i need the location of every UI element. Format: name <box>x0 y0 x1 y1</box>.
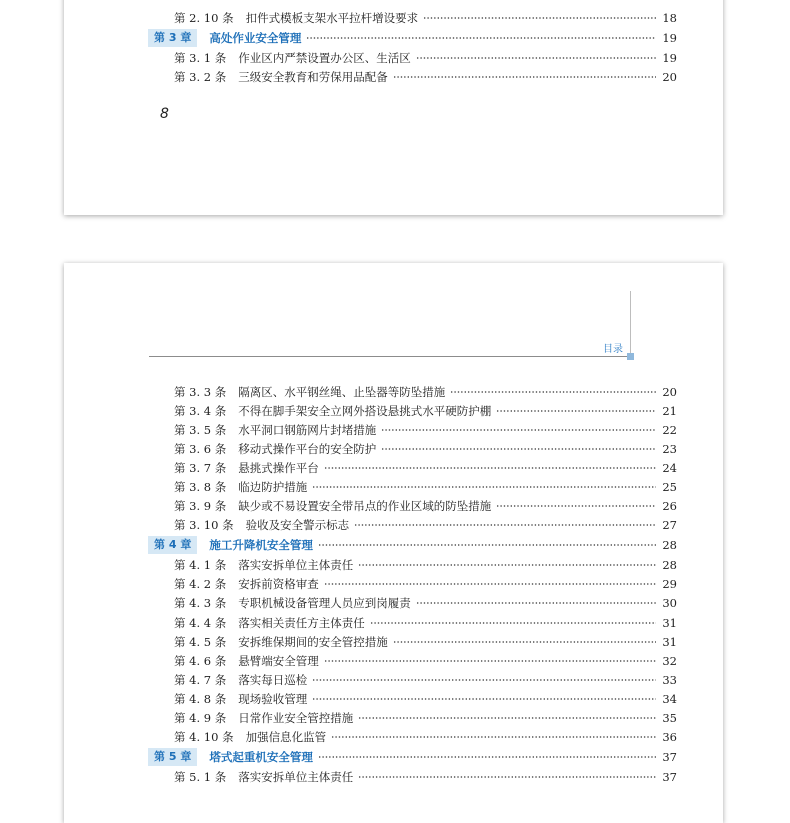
article-number: 第 3. 8 条 <box>174 480 227 495</box>
article-number: 第 3. 3 条 <box>174 384 227 399</box>
article-title: 缺少或不易设置安全带吊点的作业区域的防坠措施 <box>238 499 492 514</box>
article-number: 第 4. 10 条 <box>174 730 234 745</box>
dot-leader <box>306 37 656 39</box>
article-number: 第 2. 10 条 <box>174 10 234 25</box>
article-number: 第 3. 2 条 <box>174 69 227 84</box>
article-title: 落实每日巡检 <box>238 672 308 687</box>
article-title: 隔离区、水平钢丝绳、止坠器等防坠措施 <box>238 384 446 399</box>
toc-article-row <box>64 8 723 27</box>
page-ref: 19 <box>662 30 677 45</box>
dot-leader <box>416 57 656 59</box>
article-title: 三级安全教育和劳保用品配备 <box>238 69 388 84</box>
article-title: 悬挑式操作平台 <box>238 460 319 475</box>
dot-leader <box>393 76 656 78</box>
page-ref: 24 <box>662 460 677 475</box>
dot-leader <box>381 429 656 431</box>
article-number: 第 3. 5 条 <box>174 422 227 437</box>
page-ref: 30 <box>662 596 677 611</box>
article-number: 第 3. 10 条 <box>174 518 234 533</box>
toc-article-row <box>64 439 723 458</box>
toc-article-row <box>64 594 723 613</box>
page-ref: 37 <box>662 750 677 765</box>
article-title: 落实安拆单位主体责任 <box>238 770 354 785</box>
page-ref: 33 <box>662 672 677 687</box>
toc-article-row <box>64 48 723 67</box>
dot-leader <box>358 717 656 719</box>
dot-leader <box>324 583 656 585</box>
book-page-lower <box>64 263 723 823</box>
article-title: 加强信息化监管 <box>245 730 327 745</box>
page-ref: 23 <box>662 441 677 456</box>
page-ref: 22 <box>662 422 677 437</box>
article-title: 悬臂端安全管理 <box>238 653 319 668</box>
toc-article-row <box>64 401 723 420</box>
page-ref: 29 <box>662 577 677 592</box>
toc-article-row <box>64 67 723 86</box>
page-ref: 28 <box>662 558 677 573</box>
toc-chapter-row <box>64 747 723 768</box>
dot-leader <box>423 17 656 19</box>
article-title: 验收及安全警示标志 <box>245 518 350 533</box>
page-ref: 35 <box>662 711 677 726</box>
chapter-number: 第 4 章 <box>148 536 197 554</box>
dot-leader <box>358 776 656 778</box>
dot-leader <box>331 736 656 738</box>
article-number: 第 3. 4 条 <box>174 403 227 418</box>
chapter-number: 第 5 章 <box>148 748 197 766</box>
dot-leader <box>312 679 656 681</box>
dot-leader <box>416 602 656 604</box>
toc-article-row <box>64 613 723 632</box>
dot-leader <box>354 524 656 526</box>
page-ref: 20 <box>662 69 677 84</box>
toc-article-row <box>64 516 723 535</box>
toc-article-row <box>64 670 723 689</box>
running-head: 目录 <box>603 344 623 355</box>
article-title: 不得在脚手架安全立网外搭设悬挑式水平硬防护棚 <box>238 403 492 418</box>
toc-article-row <box>64 728 723 747</box>
toc-chapter-row <box>64 27 723 48</box>
toc-list <box>64 382 723 787</box>
page-ref: 20 <box>662 384 677 399</box>
article-title: 移动式操作平台的安全防护 <box>238 441 377 456</box>
dot-leader <box>381 448 656 450</box>
article-number: 第 3. 1 条 <box>174 50 227 65</box>
dot-leader <box>324 660 656 662</box>
article-title: 扣件式模板支架水平拉杆增设要求 <box>245 10 419 25</box>
toc-article-row <box>64 458 723 477</box>
dot-leader <box>393 641 656 643</box>
dot-leader <box>358 564 656 566</box>
toc-article-row <box>64 477 723 496</box>
header-vertical-rule <box>630 291 631 357</box>
page-ref: 26 <box>662 499 677 514</box>
article-number: 第 4. 3 条 <box>174 596 227 611</box>
toc-article-row <box>64 709 723 728</box>
toc-article-row <box>64 632 723 651</box>
page-ref: 27 <box>662 518 677 533</box>
article-title: 落实相关责任方主体责任 <box>238 615 365 630</box>
article-number: 第 5. 1 条 <box>174 770 227 785</box>
page-ref: 36 <box>662 730 677 745</box>
toc-article-row <box>64 497 723 516</box>
article-number: 第 4. 2 条 <box>174 577 227 592</box>
dot-leader <box>496 505 656 507</box>
article-number: 第 3. 6 条 <box>174 441 227 456</box>
toc-article-row <box>64 689 723 708</box>
dot-leader <box>318 544 656 546</box>
toc-chapter-row <box>64 535 723 556</box>
chapter-title: 塔式起重机安全管理 <box>209 750 313 765</box>
chapter-title: 高处作业安全管理 <box>209 30 302 45</box>
article-number: 第 3. 7 条 <box>174 460 227 475</box>
article-title: 专职机械设备管理人员应到岗履责 <box>238 596 411 611</box>
article-number: 第 3. 9 条 <box>174 499 227 514</box>
article-number: 第 4. 5 条 <box>174 634 227 649</box>
article-title: 安拆前资格审查 <box>238 577 319 592</box>
page-ref: 21 <box>662 403 677 418</box>
article-title: 日常作业安全管控措施 <box>238 711 354 726</box>
article-title: 安拆维保期间的安全管控措施 <box>238 634 388 649</box>
header-marker <box>627 353 634 360</box>
chapter-title: 施工升降机安全管理 <box>209 538 313 553</box>
dot-leader <box>324 467 656 469</box>
page-number: 8 <box>160 106 169 122</box>
dot-leader <box>370 622 656 624</box>
dot-leader <box>496 410 656 412</box>
article-title: 水平洞口钢筋网片封堵措施 <box>238 422 377 437</box>
toc-article-row <box>64 651 723 670</box>
article-title: 现场验收管理 <box>238 691 308 706</box>
page-ref: 25 <box>662 480 677 495</box>
toc-article-row <box>64 382 723 401</box>
dot-leader <box>312 698 656 700</box>
page-ref: 32 <box>662 653 677 668</box>
chapter-number: 第 3 章 <box>148 29 197 47</box>
header-rule <box>149 356 634 357</box>
page-ref: 28 <box>662 538 677 553</box>
article-number: 第 4. 7 条 <box>174 672 227 687</box>
page-ref: 31 <box>662 634 677 649</box>
article-title: 落实安拆单位主体责任 <box>238 558 354 573</box>
toc-list <box>64 8 723 86</box>
article-title: 作业区内严禁设置办公区、生活区 <box>238 50 411 65</box>
article-number: 第 4. 9 条 <box>174 711 227 726</box>
article-number: 第 4. 1 条 <box>174 558 227 573</box>
page-ref: 37 <box>662 770 677 785</box>
page-ref: 18 <box>662 10 677 25</box>
article-number: 第 4. 4 条 <box>174 615 227 630</box>
dot-leader <box>450 391 656 393</box>
toc-article-row <box>64 556 723 575</box>
page-ref: 19 <box>662 50 677 65</box>
toc-article-row <box>64 575 723 594</box>
toc-article-row <box>64 420 723 439</box>
page-ref: 34 <box>662 691 677 706</box>
dot-leader <box>318 756 656 758</box>
article-number: 第 4. 6 条 <box>174 653 227 668</box>
article-number: 第 4. 8 条 <box>174 691 227 706</box>
page-ref: 31 <box>662 615 677 630</box>
toc-article-row <box>64 768 723 787</box>
book-page-upper <box>64 0 723 215</box>
dot-leader <box>312 486 656 488</box>
article-title: 临边防护措施 <box>238 480 308 495</box>
